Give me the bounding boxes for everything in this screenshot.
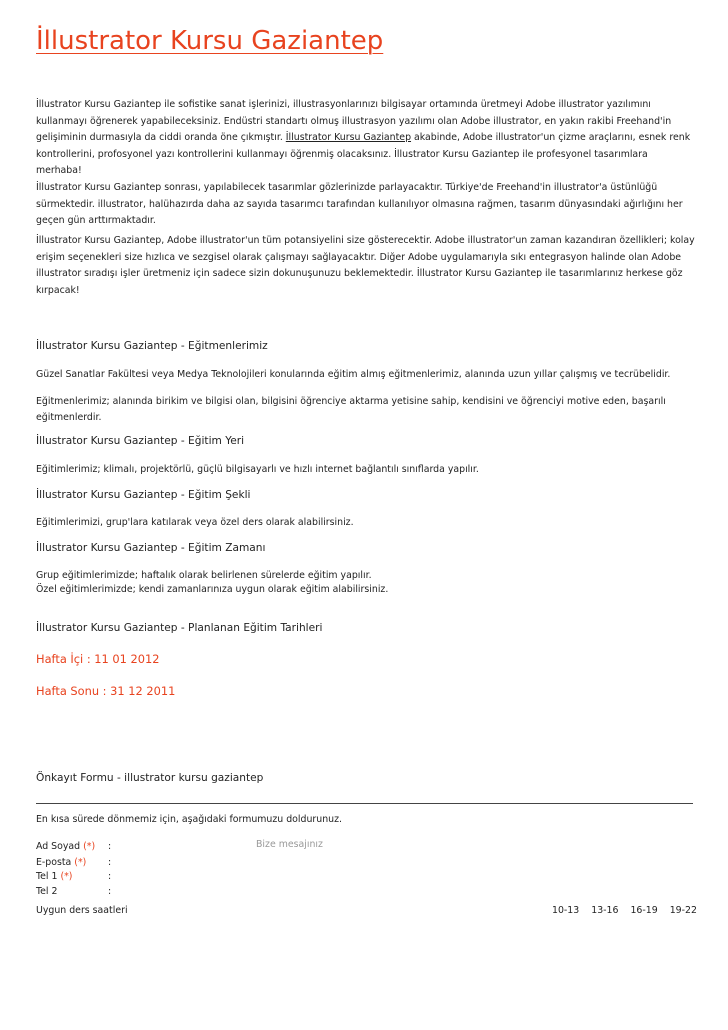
phone2-label: Tel 2 — [36, 886, 58, 897]
time-heading: İllustrator Kursu Gaziantep - Eğitim Zamanı — [36, 542, 266, 554]
form-divider — [36, 803, 693, 804]
trainers-heading: İllustrator Kursu Gaziantep - Eğitmenlerimiz — [36, 340, 268, 352]
form-heading: Önkayıt Formu - illustrator kursu gaziantep — [36, 772, 264, 784]
format-text: Eğitimlerimizi, grup'lara katılarak veya özel ders olarak alabilirsiniz. — [36, 517, 354, 528]
place-heading: İllustrator Kursu Gaziantep - Eğitim Yeri — [36, 435, 245, 447]
name-colon: : — [108, 841, 112, 852]
intro-text-a: İllustrator Kursu Gaziantep ile sofistike sanat işlerinizi, illustrasyonlarınızı bilgisayar ortamında üretmeyi Adobe illustrator yazılımını kullanmayı öğrenerek yapabileceksiniz. Endüstri standartı olmuş illustrasyon yazılımı olan Adobe illustrator, en yakın rakibi Freehand'in gelişiminin durmasıyla da ciddi oranda öne çıkmıştır. — [36, 99, 672, 143]
name-field[interactable] — [116, 841, 236, 853]
phone2-colon: : — [108, 886, 112, 897]
weekday-date: Hafta İçi : 11 01 2012 — [36, 652, 160, 666]
hour-slot-10-13[interactable]: 10-13 — [552, 905, 580, 916]
hours-label: Uygun ders saatleri — [36, 905, 128, 916]
time-text-2: Özel eğitimlerimizde; kendi zamanlarınıza uygun olarak eğitim alabilirsiniz. — [36, 584, 389, 595]
course-link[interactable]: İllustrator Kursu Gaziantep — [285, 132, 412, 143]
phone1-field[interactable] — [116, 871, 236, 883]
hours-options — [552, 905, 697, 916]
hour-slot-13-16[interactable]: 13-16 — [591, 905, 619, 916]
trainers-text-2: Eğitmenlerimiz; alanında birikim ve bilgisi olan, bilgisini öğrenciye aktarma yetisine sahip, kendisini ve öğrenciyi motive eden, başarılı eğitmenlerdir. — [36, 396, 666, 423]
hour-slot-16-19[interactable]: 16-19 — [630, 905, 658, 916]
dates-heading: İllustrator Kursu Gaziantep - Planlanan Eğitim Tarihleri — [36, 622, 323, 634]
weekend-date: Hafta Sonu : 31 12 2011 — [36, 684, 176, 698]
page-title: İllustrator Kursu Gaziantep — [36, 26, 384, 56]
intro-paragraph-1 — [36, 97, 696, 180]
trainers-text-1: Güzel Sanatlar Fakültesi veya Medya Teknolojileri konularında eğitim almış eğitmenlerimiz, alanında uzun yıllar çalışmış ve tecrübelidir. — [36, 369, 671, 380]
place-text: Eğitimlerimiz; klimalı, projektörlü, güçlü bilgisayarlı ve hızlı internet bağlantılı sınıflarda yapılır. — [36, 464, 479, 475]
intro-paragraph-2: İllustrator Kursu Gaziantep sonrası, yapılabilecek tasarımlar gözlerinizde parlayacaktır. Türkiye'de Freehand'in illustrator'a üstünlüğü sürmektedir. illustrator, halühazırda daha az sayıda tasarımcı tarafından kullanılıyor olmasına rağmen, tasarım dünyasındaki ağırlığını her geçen gün arttırmaktadır. — [36, 182, 683, 226]
phone1-label: Tel 1 (*) — [36, 871, 73, 882]
email-label: E-posta (*) — [36, 857, 87, 868]
intro-paragraph-3: İllustrator Kursu Gaziantep, Adobe illustrator'un tüm potansiyelini size gösterecektir. Adobe illustrator'un zaman kazandıran özellikleri; kolay erişim seçenekleri size hızlıca ve sezgisel olarak çalışmayı sağlayacaktır. Diğer Adobe uygulamarıyla sıkı entegrasyon halinde olan Adobe illustrator sıradışı işler üretmeniz için sadece sizin dokunuşunuzu beklemektedir. İllustrator Kursu Gaziantep ile tasarımlarınız herkese göz kırpacak! — [36, 235, 695, 296]
hour-slot-19-22[interactable]: 19-22 — [669, 905, 697, 916]
form-intro: En kısa sürede dönmemiz için, aşağıdaki formumuzu doldurunuz. — [36, 814, 342, 825]
email-field[interactable] — [116, 857, 236, 869]
format-heading: İllustrator Kursu Gaziantep - Eğitim Şekli — [36, 489, 251, 501]
email-colon: : — [108, 857, 112, 868]
phone1-colon: : — [108, 871, 112, 882]
time-text-1: Grup eğitimlerimizde; haftalık olarak belirlenen sürelerde eğitim yapılır. — [36, 570, 372, 581]
phone2-field[interactable] — [116, 886, 236, 898]
name-label: Ad Soyad (*) — [36, 841, 96, 852]
message-textarea[interactable] — [254, 837, 438, 901]
intro-text-b: akabinde, Adobe illustrator'un çizme araçlarını, esnek renk kontrollerini, profosyonel yazı kontrollerini kullanmayı öğrenmiş olacaksınız. İllustrator Kursu Gaziantep ile profesyonel tasarımlara merhaba! — [36, 132, 691, 176]
